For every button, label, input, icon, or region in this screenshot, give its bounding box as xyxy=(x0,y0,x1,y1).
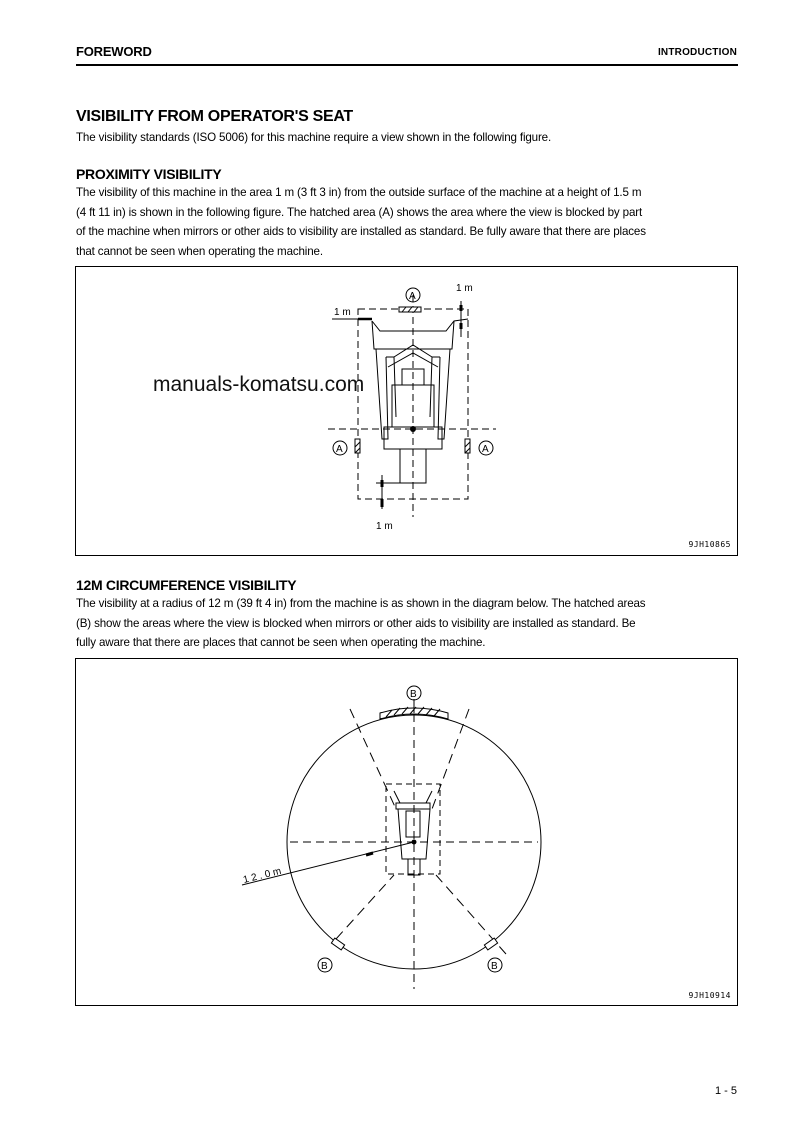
proximity-visibility-figure xyxy=(75,266,738,556)
watermark-text: manuals-komatsu.com xyxy=(153,373,365,396)
dim-label-top: 1 m xyxy=(456,283,473,294)
label-area-b-left: B xyxy=(321,961,328,972)
text-line: of the machine when mirrors or other aids to visibility are installed as standard. Be fully aware that there are places xyxy=(76,225,646,238)
page-number: 1 - 5 xyxy=(714,1085,737,1097)
label-area-a-top: A xyxy=(409,291,416,302)
label-area-b-top: B xyxy=(410,689,417,700)
proximity-paragraph xyxy=(76,183,741,261)
section-heading-circumference: 12M CIRCUMFERENCE VISIBILITY xyxy=(76,577,297,593)
text-line: that cannot be seen when operating the machine. xyxy=(76,244,323,258)
radius-label: 1 2 . 0 m xyxy=(242,865,283,886)
proximity-diagram xyxy=(76,267,737,555)
dim-label-bottom: 1 m xyxy=(376,521,393,532)
label-area-b-right: B xyxy=(491,961,498,972)
page-title: VISIBILITY FROM OPERATOR'S SEAT xyxy=(76,108,353,125)
circumference-diagram xyxy=(76,659,737,1005)
intro-paragraph: The visibility standards (ISO 5006) for this machine require a view shown in the following figure. xyxy=(76,131,552,144)
text-line: (4 ft 11 in) is shown in the following figure. The hatched area (A) shows the area where the view is blocked by part xyxy=(76,205,643,219)
text-line: fully aware that there are places that cannot be seen when operating the machine. xyxy=(76,636,486,649)
circumference-visibility-figure xyxy=(75,658,738,1006)
text-line: The visibility of this machine in the area 1 m (3 ft 3 in) from the outside surface of the machine at a height of 1.5 m xyxy=(76,186,642,199)
circumference-paragraph xyxy=(76,594,741,653)
dim-label-left: 1 m xyxy=(334,307,351,318)
text-line: The visibility at a radius of 12 m (39 ft 4 in) from the machine is as shown in the diagram below. The hatched areas xyxy=(76,597,646,610)
header-rule xyxy=(76,64,738,66)
label-area-a-left: A xyxy=(336,444,343,455)
figure-code: 9JH10865 xyxy=(688,540,731,549)
header-section-title: FOREWORD xyxy=(76,44,152,59)
figure-code: 9JH10914 xyxy=(688,991,731,1000)
header-chapter-title: INTRODUCTION xyxy=(657,47,737,58)
section-heading-proximity: PROXIMITY VISIBILITY xyxy=(76,166,222,182)
text-line: (B) show the areas where the view is blocked when mirrors or other aids to visibility are installed as standard. Be xyxy=(76,616,636,630)
label-area-a-right: A xyxy=(482,444,489,455)
